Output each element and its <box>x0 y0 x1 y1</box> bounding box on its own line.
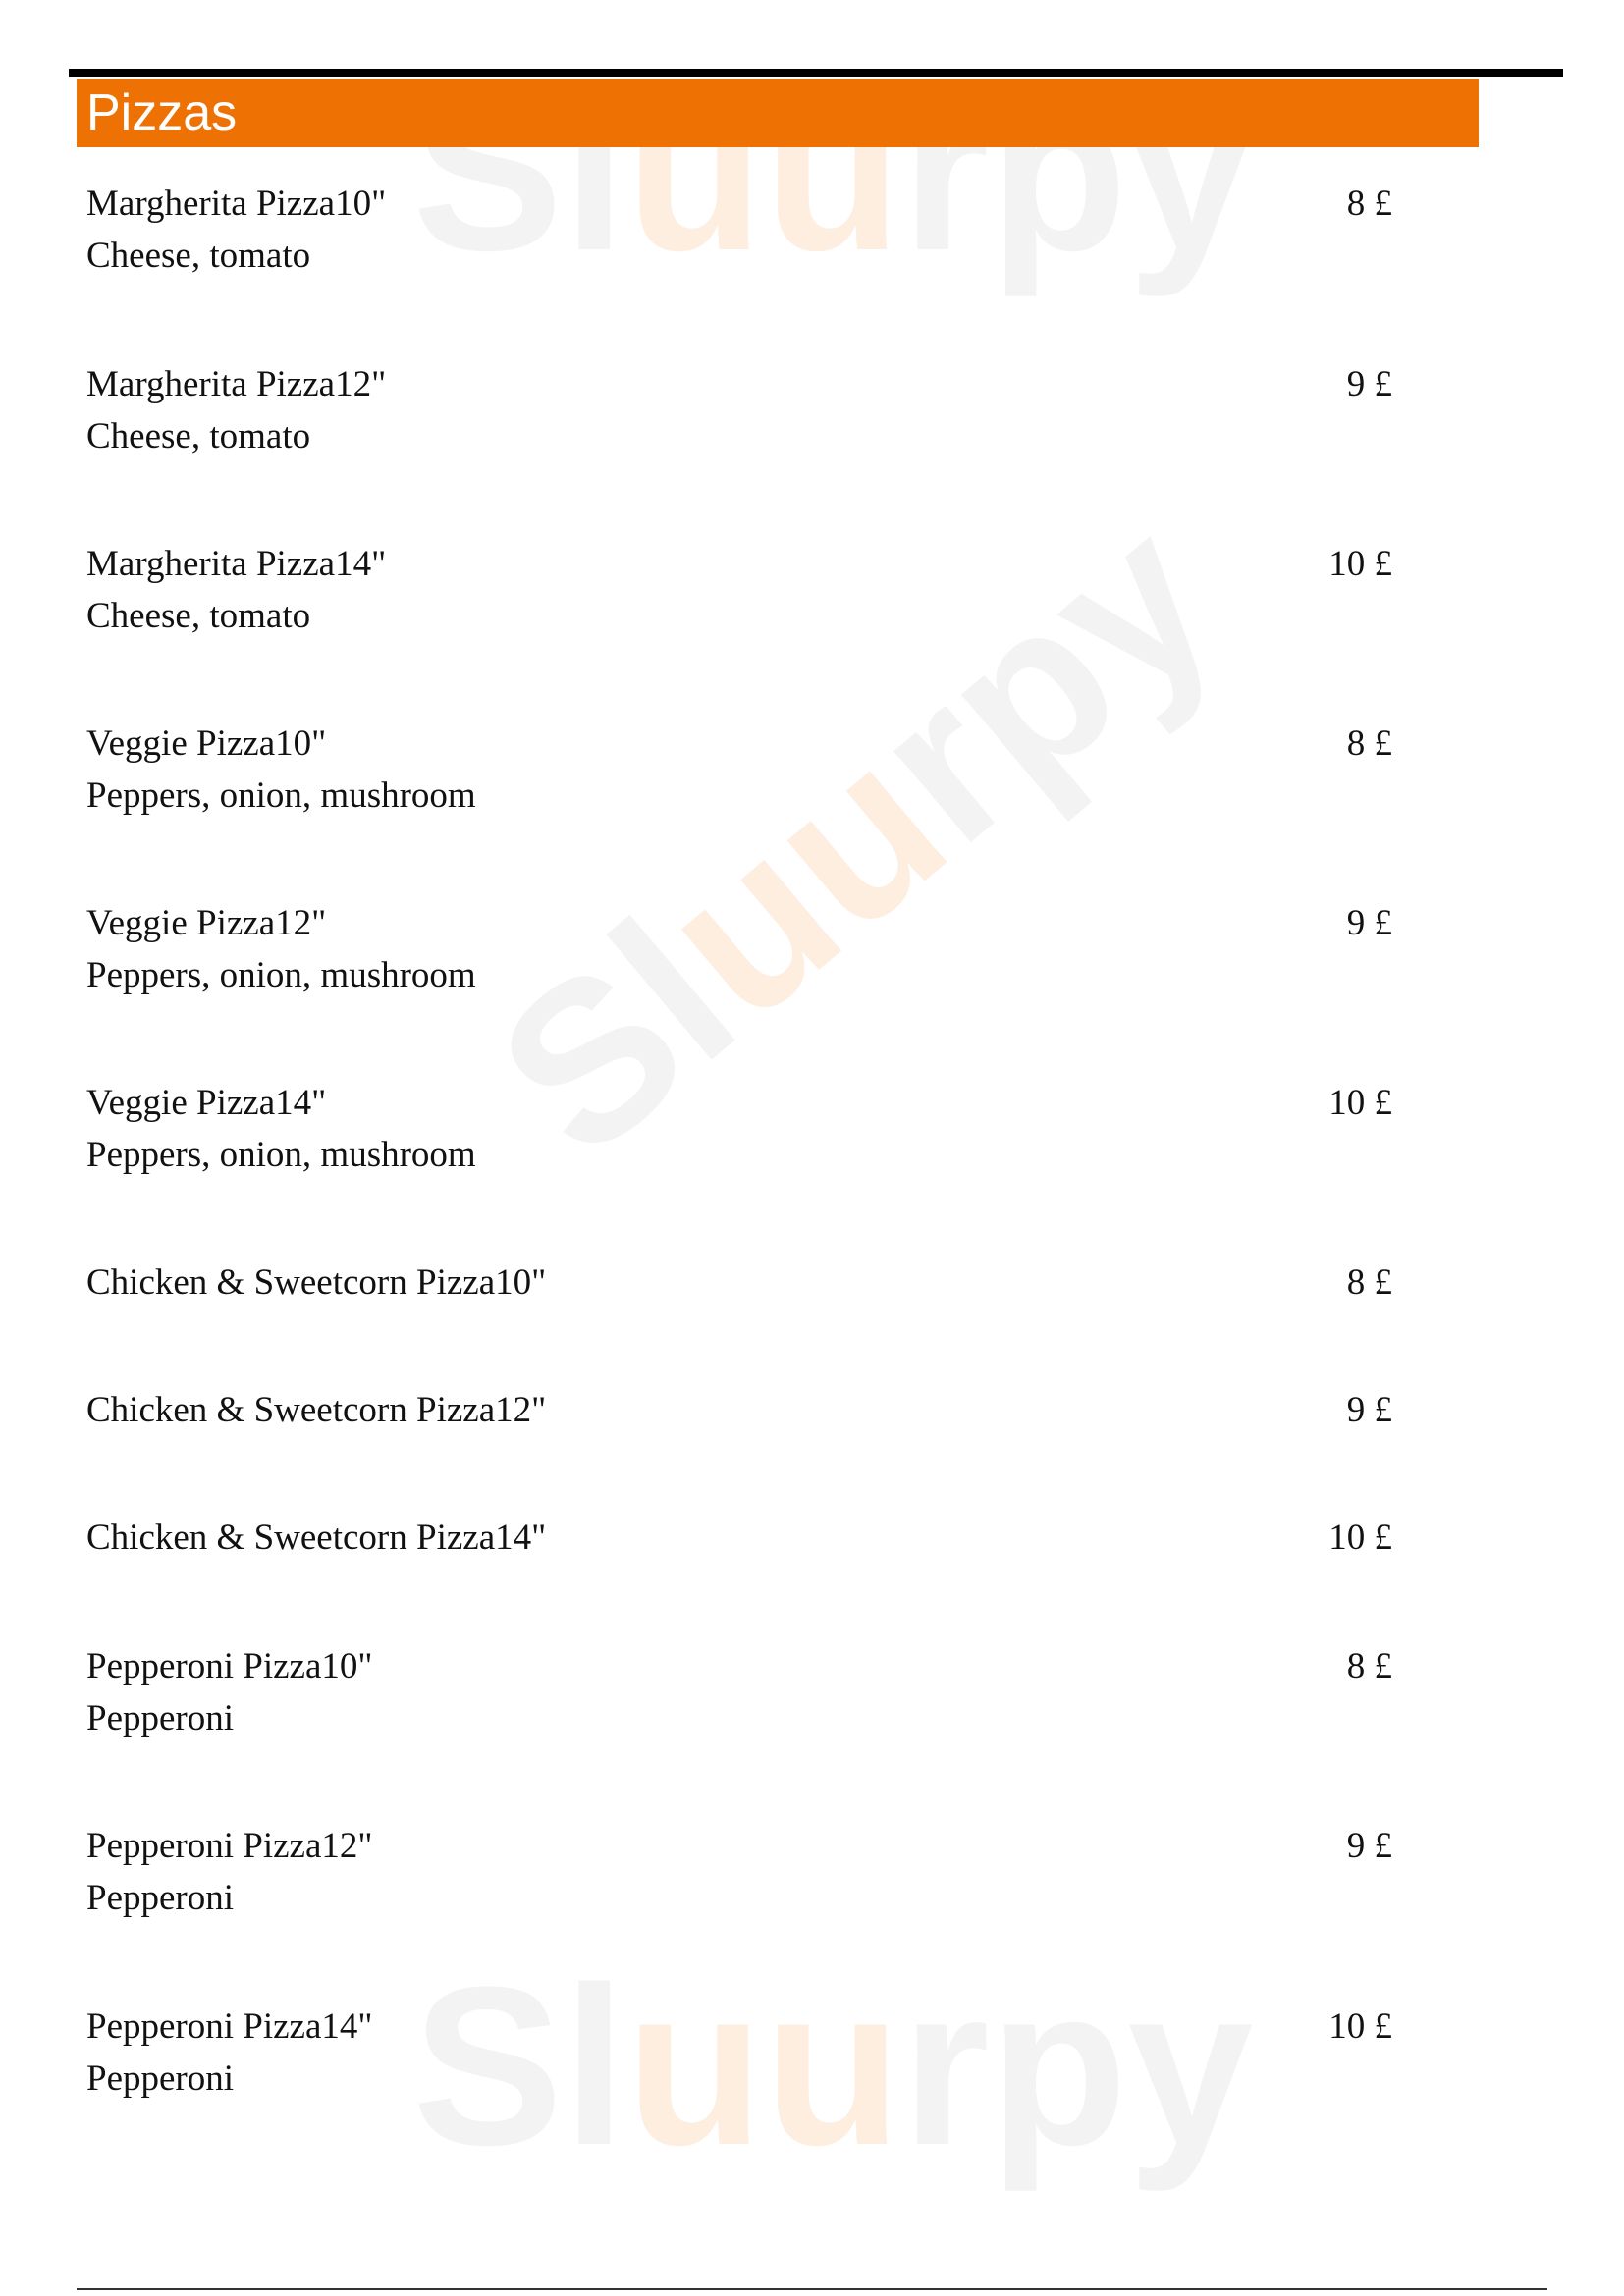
item-name: Veggie Pizza10" <box>86 723 327 764</box>
item-price: 10 £ <box>1328 1083 1392 1123</box>
item-price: 8 £ <box>1346 1262 1392 1303</box>
item-name: Chicken & Sweetcorn Pizza10" <box>86 1262 547 1303</box>
item-price: 9 £ <box>1346 1390 1392 1430</box>
item-description: Pepperoni <box>86 1878 235 1918</box>
item-name: Veggie Pizza14" <box>86 1083 327 1123</box>
watermark-logo: Sluurpy <box>412 1940 1254 2192</box>
item-price: 8 £ <box>1346 723 1392 764</box>
item-name: Chicken & Sweetcorn Pizza12" <box>86 1390 547 1430</box>
bottom-divider <box>77 2288 1547 2290</box>
watermark-logo: Sluurpy <box>412 45 1254 297</box>
item-description: Cheese, tomato <box>86 416 311 456</box>
item-name: Margherita Pizza12" <box>86 364 387 404</box>
item-description: Peppers, onion, mushroom <box>86 1135 476 1175</box>
item-name: Pepperoni Pizza10" <box>86 1646 373 1686</box>
item-name: Veggie Pizza12" <box>86 903 327 943</box>
item-description: Cheese, tomato <box>86 236 311 276</box>
item-name: Margherita Pizza10" <box>86 184 387 224</box>
item-description: Pepperoni <box>86 1698 235 1738</box>
item-description: Peppers, onion, mushroom <box>86 955 476 995</box>
item-description: Pepperoni <box>86 2058 235 2099</box>
item-name: Pepperoni Pizza14" <box>86 2006 373 2047</box>
watermark-logo: Sluurpy <box>453 469 1260 1204</box>
item-price: 10 £ <box>1328 1518 1392 1558</box>
item-price: 9 £ <box>1346 364 1392 404</box>
item-price: 10 £ <box>1328 544 1392 584</box>
item-price: 8 £ <box>1346 184 1392 224</box>
item-name: Pepperoni Pizza12" <box>86 1826 373 1866</box>
item-price: 9 £ <box>1346 903 1392 943</box>
item-name: Margherita Pizza14" <box>86 544 387 584</box>
item-price: 10 £ <box>1328 2006 1392 2047</box>
item-price: 9 £ <box>1346 1826 1392 1866</box>
item-description: Peppers, onion, mushroom <box>86 775 476 816</box>
item-name: Chicken & Sweetcorn Pizza14" <box>86 1518 547 1558</box>
item-description: Cheese, tomato <box>86 596 311 636</box>
section-title: Pizzas <box>77 79 1479 147</box>
item-price: 8 £ <box>1346 1646 1392 1686</box>
